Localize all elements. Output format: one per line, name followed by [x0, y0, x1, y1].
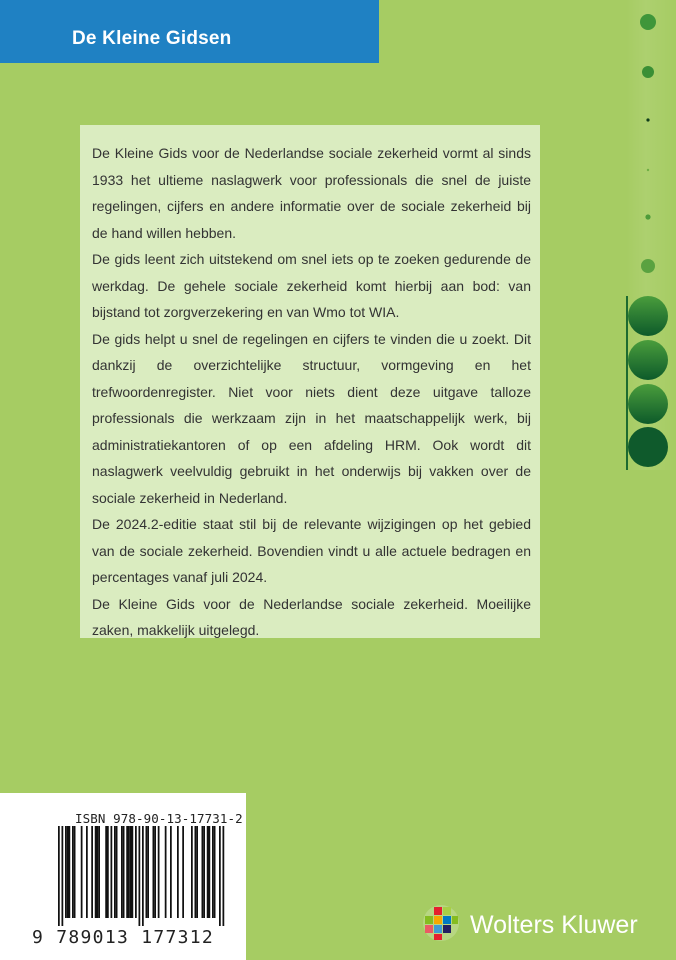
barcode-bar: [177, 826, 179, 918]
barcode-bar: [142, 826, 144, 926]
blurb-paragraph: De Kleine Gids voor de Nederlandse sociale zekerheid. Moeilijke zaken, makkelijk uitgelegd.: [92, 595, 531, 638]
barcode-bar: [158, 826, 160, 918]
barcode-bar: [123, 826, 125, 918]
dots-pattern-icon: [626, 0, 676, 470]
barcode-bar: [147, 826, 149, 918]
barcode-bar: [165, 826, 167, 918]
barcode-bar: [209, 826, 211, 918]
barcode-bar: [69, 826, 71, 918]
decorative-dots: [626, 0, 676, 470]
barcode-bar: [65, 826, 67, 918]
barcode-bar: [86, 826, 88, 918]
barcode-bar: [191, 826, 193, 918]
barcode-bar: [114, 826, 116, 918]
barcode-bar: [81, 826, 83, 918]
wolters-kluwer-logo-icon: [421, 903, 461, 943]
barcode-bar: [126, 826, 128, 918]
barcode-bar: [91, 826, 93, 918]
barcode-bar: [98, 826, 100, 918]
barcode-bar: [196, 826, 198, 918]
barcode-bar: [214, 826, 216, 918]
barcode-bar: [135, 826, 137, 918]
barcode-bar: [62, 826, 64, 926]
barcode-bar: [153, 826, 155, 918]
series-title: De Kleine Gidsen: [72, 28, 232, 49]
blurb-paragraph: De Kleine Gids voor de Nederlandse sociale zekerheid vormt al sinds 1933 het ultieme naslagwerk voor professionals die snel de juiste regelingen, cijfers en andere informatie over de sociale zekerheid bij de hand willen hebben.: [92, 145, 531, 241]
barcode-bar: [203, 826, 205, 918]
ean-digits: 9 789013 177312: [32, 927, 215, 948]
barcode-bar: [202, 826, 204, 918]
barcode-bar: [58, 826, 60, 926]
barcode-bar: [116, 826, 118, 918]
back-cover-blurb: [92, 140, 531, 644]
barcode-bar: [207, 826, 209, 918]
barcode-bar: [107, 826, 109, 918]
blurb-paragraph: De gids leent zich uitstekend om snel iets op te zoeken gedurende de werkdag. De gehele sociale zekerheid komt hierbij aan bod: van bijstand tot zorgverzekering en van Wmo tot WIA.: [92, 251, 531, 320]
barcode-bar: [105, 826, 107, 918]
barcode-bar: [72, 826, 74, 918]
barcode-bar: [139, 826, 141, 926]
barcode-bar: [146, 826, 148, 918]
barcode-bar: [97, 826, 99, 918]
barcode-bar: [195, 826, 197, 918]
publisher-name: Wolters Kluwer: [470, 911, 638, 939]
barcode-bar: [212, 826, 214, 918]
barcode-bar: [154, 826, 156, 918]
barcode-bar: [223, 826, 225, 926]
barcode-bar: [74, 826, 76, 918]
barcode-bar: [95, 826, 97, 918]
blurb-paragraph: De gids helpt u snel de regelingen en cijfers te vinden die u zoekt. Dit dankzij de overzichtelijke structuur, vormgeving en het trefwoordenregister. Niet voor niets dient deze uitgave talloze professionals die werkzaam zijn in het maatschappelijk werk, bij administratiekantoren of op een afdeling HRM. Ook wordt dit naslagwerk veelvuldig gebruikt in het onderwijs bij vakken over de sociale zekerheid in Nederland.: [92, 330, 531, 506]
barcode-bar: [67, 826, 69, 918]
barcode-bar: [130, 826, 132, 918]
barcode-bar: [121, 826, 123, 918]
barcode-bar: [182, 826, 184, 918]
barcode-bar: [128, 826, 130, 918]
barcode-bar: [132, 826, 134, 918]
blurb-paragraph: De 2024.2-editie staat stil bij de relevante wijzigingen op het gebied van de sociale zekerheid. Bovendien vindt u alle actuele bedragen en percentages vanaf juli 2024.: [92, 516, 531, 585]
barcode-bar: [219, 826, 221, 926]
barcode-bar: [170, 826, 172, 918]
barcode-icon: [58, 826, 226, 926]
barcode-bar: [111, 826, 113, 918]
isbn-label: ISBN 978-90-13-17731-2: [75, 811, 243, 826]
